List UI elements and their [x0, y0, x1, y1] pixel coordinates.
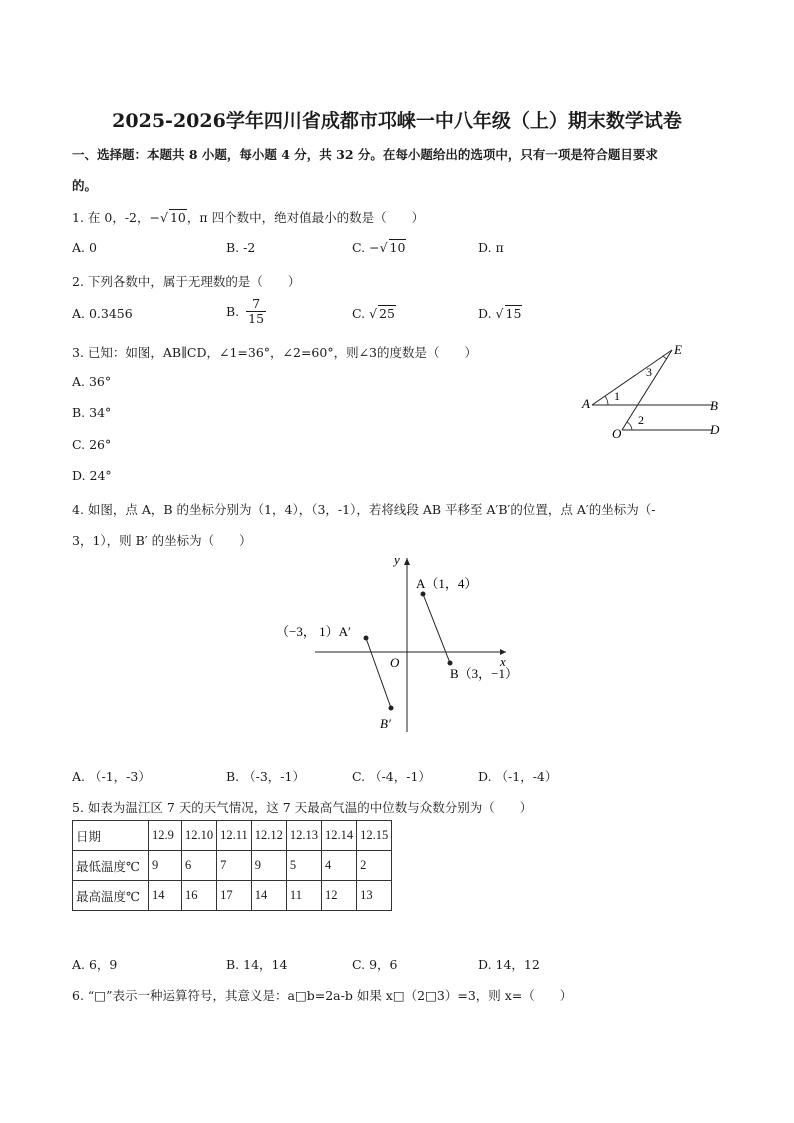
question-4-option-a: A. （-1，-3） [72, 769, 151, 784]
angle-2-arc [627, 422, 632, 430]
question-1-stem-part1: 1. 在 0，-2， [72, 210, 150, 225]
table-cell: 12.9 [149, 821, 182, 851]
question-3-option-b: B. 34° [72, 405, 112, 420]
option-b-prefix: B. [226, 304, 240, 319]
weather-table [72, 820, 392, 911]
table-cell: 12.11 [217, 821, 252, 851]
angle-1-arc [605, 396, 608, 405]
question-1-option-a: A. 0 [72, 240, 97, 255]
table-cell: 2 [357, 851, 392, 881]
table-row [73, 881, 392, 911]
question-2-option-b [226, 297, 269, 326]
table-cell: 12.13 [286, 821, 321, 851]
section-heading-line2: 的。 [72, 178, 98, 193]
question-1-stem [72, 208, 424, 226]
table-cell: 17 [217, 881, 252, 911]
table-cell: 12.14 [322, 821, 357, 851]
table-cell: 最低温度℃ [73, 851, 149, 881]
table-cell: 16 [182, 881, 217, 911]
table-cell: 11 [286, 881, 321, 911]
sqrt-radicand: 10 [169, 210, 186, 225]
section-heading-line1: 一、选择题：本题共 8 小题，每小题 4 分，共 32 分。在每小题给出的选项中，只有一项是符合题目要求 [72, 147, 658, 162]
parallel-lines-figure [578, 338, 728, 448]
table-cell: 13 [357, 881, 392, 911]
sqrt-expression: √ 25 [369, 306, 395, 321]
label-a-prime: （−3， 1）A′ [276, 624, 351, 639]
question-1-option-c [352, 240, 406, 255]
question-4-option-d: D. （-1，-4） [478, 769, 558, 784]
coordinate-figure [270, 548, 530, 740]
option-c-prefix: C. [352, 240, 370, 255]
minus-sign: − [149, 210, 160, 225]
point-b-prime [389, 706, 394, 711]
table-cell: 日期 [73, 821, 149, 851]
question-4-stem-line1: 4. 如图，点 A，B 的坐标分别为（1，4），（3，-1），若将线段 AB 平移至 A′B′的位置，点 A′的坐标为（- [72, 502, 656, 517]
question-2-stem: 2. 下列各数中，属于无理数的是（ ） [72, 274, 301, 289]
segment-a-prime-b-prime [366, 638, 391, 708]
segment-ab [423, 594, 450, 663]
label-a: A（1，4） [416, 576, 478, 591]
question-3-option-a: A. 36° [72, 374, 112, 389]
question-1-stem-part2: ，π 四个数中，绝对值最小的数是（ ） [186, 210, 425, 225]
question-5-option-b: B. 14，14 [226, 957, 288, 972]
label-angle-3: 3 [646, 365, 652, 379]
question-2-option-d [478, 306, 522, 321]
option-c-prefix: C. [352, 306, 370, 321]
sqrt-expression: √ 10 [160, 210, 186, 225]
label-o: O [612, 426, 622, 441]
label-b-prime: B′ [380, 716, 391, 731]
point-a [421, 592, 426, 597]
table-cell: 12.15 [357, 821, 392, 851]
table-cell: 14 [251, 881, 286, 911]
label-angle-2: 2 [638, 413, 644, 427]
table-cell: 12.12 [251, 821, 286, 851]
label-angle-1: 1 [614, 389, 620, 403]
question-5-option-c: C. 9，6 [352, 957, 398, 972]
fraction-denominator: 15 [248, 311, 265, 326]
label-e: E [674, 342, 682, 357]
table-cell: 9 [251, 851, 286, 881]
label-origin: O [390, 655, 400, 670]
line-ae [592, 350, 672, 405]
point-a-prime [364, 636, 369, 641]
label-x: x [500, 654, 506, 669]
fraction-numerator: 7 [246, 297, 266, 312]
label-b: B（3，−1） [450, 666, 519, 681]
question-3-stem: 3. 已知：如图，AB∥CD，∠1=36°，∠2=60°，则∠3的度数是（ ） [72, 345, 478, 360]
table-cell: 6 [182, 851, 217, 881]
question-4-option-c: C. （-4，-1） [352, 769, 431, 784]
table-cell: 14 [149, 881, 182, 911]
table-cell: 12 [322, 881, 357, 911]
sqrt-radicand: 25 [379, 306, 395, 321]
page-title: 2025-2026学年四川省成都市邛崃一中八年级（上）期末数学试卷 [112, 110, 682, 132]
sqrt-expression: √ 15 [495, 306, 522, 321]
question-5-option-a: A. 6，9 [72, 957, 118, 972]
table-cell: 12.10 [182, 821, 217, 851]
table-cell: 7 [217, 851, 252, 881]
fraction [246, 297, 266, 326]
table-row [73, 821, 392, 851]
table-cell: 最高温度℃ [73, 881, 149, 911]
question-1-option-d: D. π [478, 240, 504, 255]
option-d-prefix: D. [478, 306, 496, 321]
y-axis-arrow [404, 558, 410, 565]
label-y: y [394, 552, 400, 567]
question-4-stem-line2: 3，1），则 B′ 的坐标为（ ） [72, 533, 252, 548]
label-d: D [710, 422, 720, 437]
question-5-stem: 5. 如表为温江区 7 天的天气情况，这 7 天最高气温的中位数与众数分别为（ ） [72, 800, 533, 815]
table-cell: 4 [322, 851, 357, 881]
sqrt-expression: √ 10 [379, 240, 406, 255]
point-b [448, 661, 453, 666]
label-b: B [710, 398, 718, 413]
question-1-option-b: B. -2 [226, 240, 256, 255]
sqrt-radicand: 15 [505, 306, 522, 321]
question-3-option-c: C. 26° [72, 437, 112, 452]
table-row [73, 851, 392, 881]
minus-sign: − [369, 240, 380, 255]
question-2-option-c [352, 306, 396, 321]
label-a: A [582, 396, 590, 411]
question-5-option-d: D. 14，12 [478, 957, 540, 972]
sqrt-radicand: 10 [389, 240, 406, 255]
table-cell: 5 [286, 851, 321, 881]
question-2-option-a: A. 0.3456 [72, 306, 133, 321]
table-cell: 9 [149, 851, 182, 881]
question-4-option-b: B. （-3，-1） [226, 769, 305, 784]
question-3-option-d: D. 24° [72, 468, 112, 483]
question-6-stem: 6. “□”表示一种运算符号，其意义是：a□b=2a-b 如果 x□（2□3）=3，则 x=（ ） [72, 988, 573, 1003]
line-oe [622, 350, 672, 430]
angle-3-arc [663, 356, 667, 359]
